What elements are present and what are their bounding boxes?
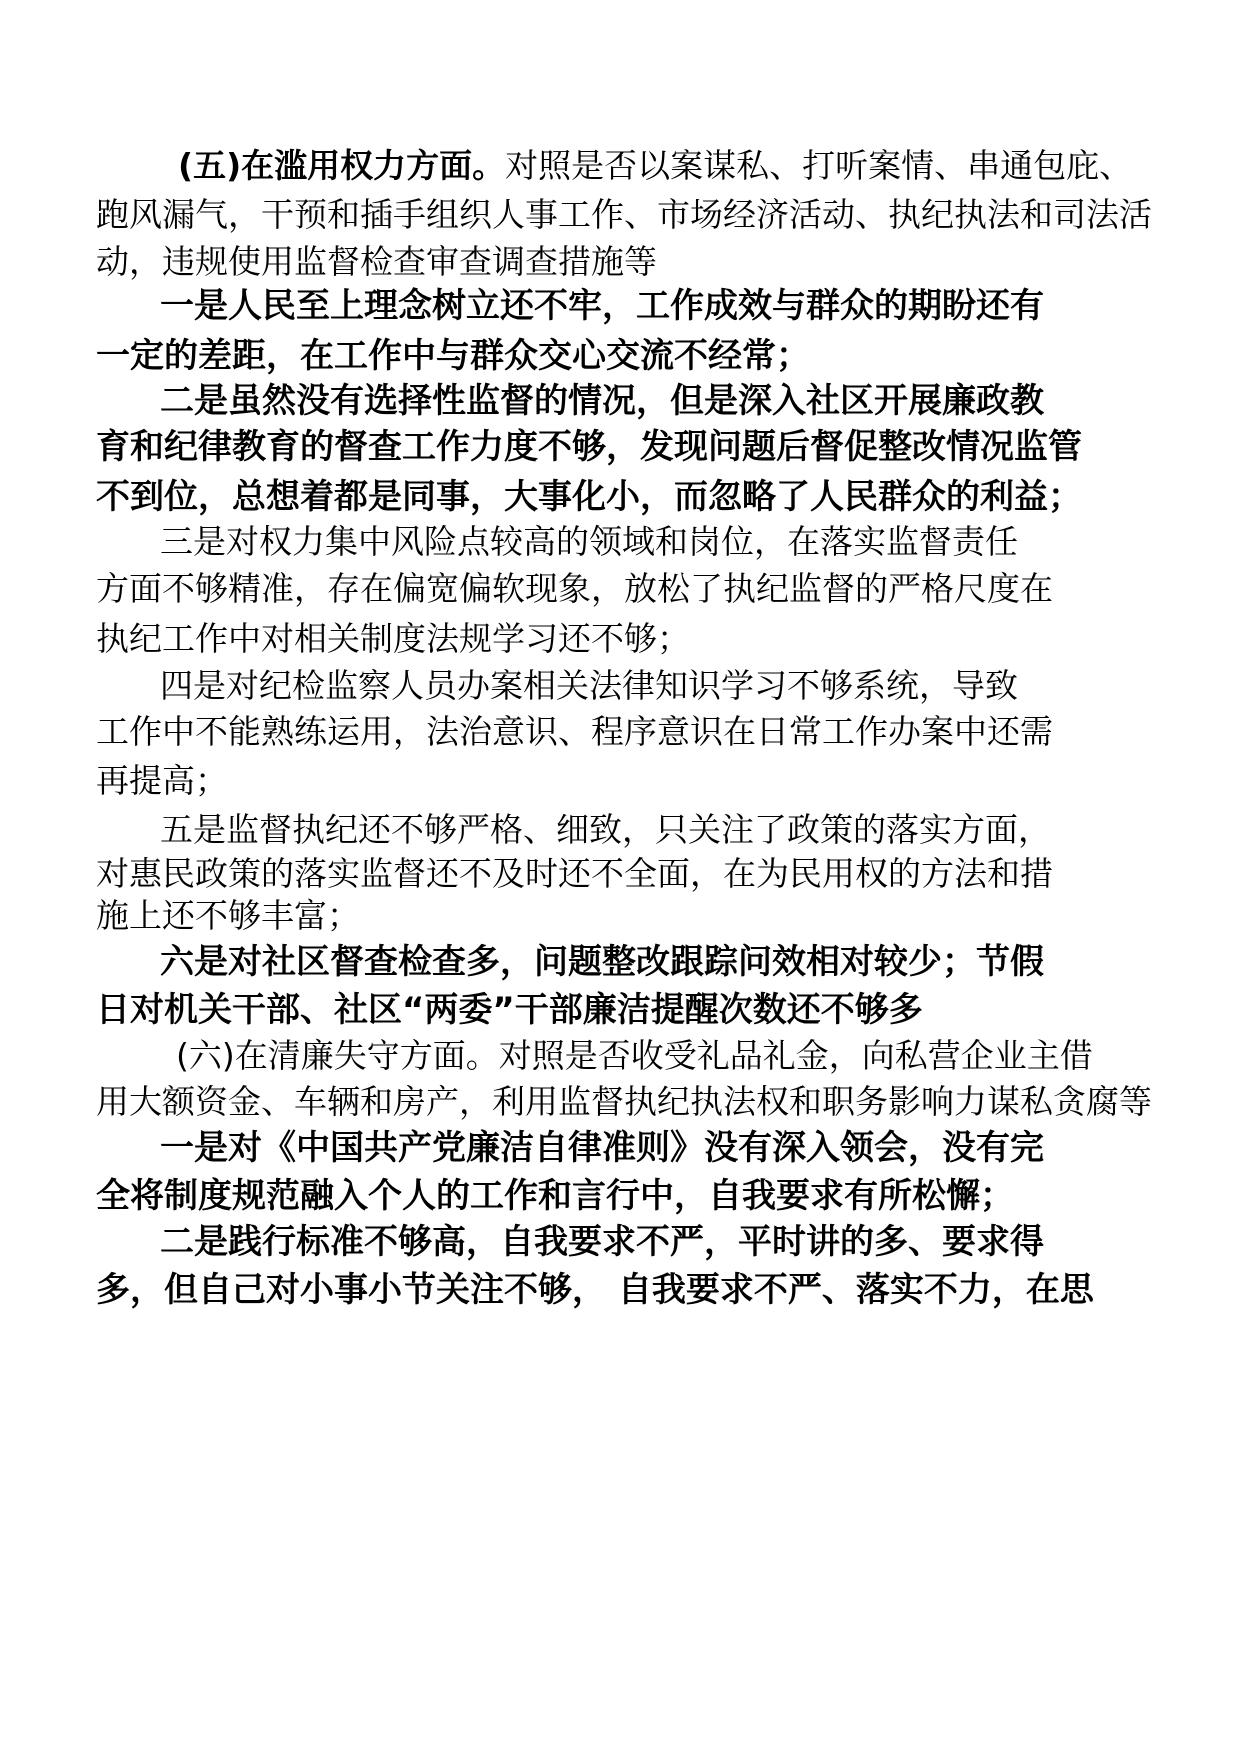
item-1-line-2: 一定的差距，在工作中与群众交心交流不经常； (96, 336, 810, 376)
section-5-line-2: 跑风漏气，干预和插手组织人事工作、市场经济活动、执纪执法和司法活 (96, 195, 1152, 234)
section-6-line-2: 用大额资金、车辆和房产，利用监督执纪执法权和职务影响力谋私贪腐等 (96, 1082, 1152, 1121)
item-5-line-1: 五是监督执纪还不够严格、细致，只关注了政策的落实方面， (160, 810, 1051, 849)
item-4-line-3: 再提高； (96, 761, 228, 800)
item-4-line-2: 工作中不能熟练运用，法治意识、程序意识在日常工作办案中还需 (96, 712, 1053, 751)
item-6-line-2: 日对机关干部、社区“两委”干部廉洁提醒次数还不够多 (96, 990, 923, 1030)
item-4-line-1: 四是对纪检监察人员办案相关法律知识学习不够系统，导致 (160, 666, 1018, 705)
section-5-line-1-text: 对照是否以案谋私、打听案情、串通包庇、 (505, 146, 1133, 185)
section-5-line-1 (178, 144, 1132, 188)
item-2-line-2: 育和纪律教育的督查工作力度不够，发现问题后督促整改情况监管 (96, 427, 1082, 467)
item-3-line-1: 三是对权力集中风险点较高的领域和岗位，在落实监督责任 (160, 522, 1018, 561)
item-1-line-1: 一是人民至上理念树立还不牢，工作成效与群众的期盼还有 (160, 286, 1044, 326)
item-7-line-1: 一是对《中国共产党廉洁自律准则》没有深入领会，没有完 (160, 1128, 1044, 1168)
section-6-line-1: (六)在清廉失守方面。对照是否收受礼品礼金，向私营企业主借 (176, 1036, 1093, 1075)
item-5-line-2: 对惠民政策的落实监督还不及时还不全面，在为民用权的方法和措 (96, 854, 1053, 893)
section-5-line-3: 动，违规使用监督检查审查调查措施等 (96, 242, 657, 281)
item-7-line-2: 全将制度规范融入个人的工作和言行中，自我要求有所松懈； (96, 1176, 1014, 1216)
item-6-line-1: 六是对社区督查检查多，问题整改跟踪问效相对较少；节假 (160, 942, 1044, 982)
item-8-line-2: 多，但自己对小事小节关注不够， 自我要求不严、落实不力，在思 (96, 1270, 1094, 1310)
section-5-heading: (五)在滥用权力方面。 (178, 146, 506, 185)
item-3-line-2: 方面不够精准，存在偏宽偏软现象，放松了执纪监督的严格尺度在 (96, 569, 1053, 608)
item-3-line-3: 执纪工作中对相关制度法规学习还不够； (96, 619, 690, 658)
item-8-line-1: 二是践行标准不够高，自我要求不严，平时讲的多、要求得 (160, 1222, 1044, 1262)
item-5-line-3: 施上还不够丰富； (96, 896, 360, 935)
item-2-line-3: 不到位，总想着都是同事，大事化小，而忽略了人民群众的利益； (96, 477, 1082, 517)
item-2-line-1: 二是虽然没有选择性监督的情况，但是深入社区开展廉政教 (160, 381, 1044, 421)
